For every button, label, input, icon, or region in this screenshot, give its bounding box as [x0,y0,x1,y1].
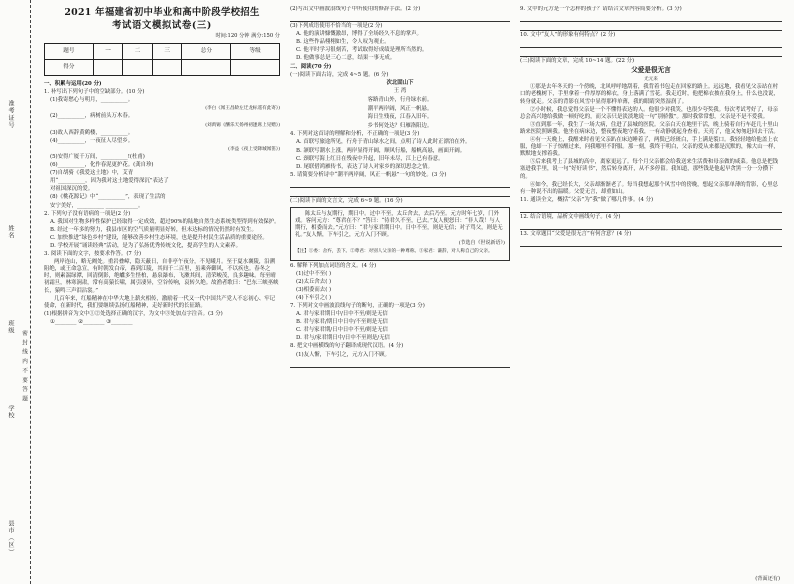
column-1 [44,6,280,576]
q2-option: A. 我国对生物多样性保护已经取得一定成效，超过90%的陆地自然生态系统类型得到有效保护。 [50,218,280,225]
answer-line[interactable] [520,222,782,230]
q3-sub-2: (2)写出文中画波浪线句子中所使用的修辞手法。(2 分) [290,6,421,12]
article-paragraph: ③直到那一年，我生了一场大病，住进了县城的医院。父亲白天在地里干活，晚上骑着自行车赶几十里山路来医院照顾我。他坐在病床边，整夜整夜地守着我，一有动静就起身查看。天亮了，他又匆匆赶回去干活。 [520,121,779,135]
part-1-heading: (一)阅读下面古诗，完成 4~5 题。(6 分) [290,71,389,78]
q3c-option: B. 这些作品栩栩如生，令人叹为观止。 [296,39,390,46]
q1-item: (1)我寄愁心与明月，__________。 [50,97,134,104]
score-header-cell: 三 [152,44,182,60]
exam-title-line1: 2021 年福建省初中毕业和高中阶段学校招生 [64,7,260,18]
q6-item: (4)下车引之( ) [296,294,332,301]
article-paragraph: ②小时候，我总觉得父亲是一个不懂得表达的人。他很少对我笑，也很少夸奖我。每次考试考好了，母亲总会高兴地给我做一顿好吃的，而父亲只是淡淡地说一句“别骄傲”。那时我常常想，父亲是不是不爱我。 [520,106,778,120]
answer-line[interactable] [290,180,510,188]
q1-source: (刘禹锡《酬乐天扬州初逢席上见赠》) [205,122,280,128]
passage-notes: 【注】①委：舍弃，丢下。②尊君：对别人父亲的一种尊称。③家君：谦辞，对人称自己的父亲。 [295,249,493,255]
score-table [44,43,280,76]
q7-option: C. 君与家君期/日中日中不至/则是无信 [296,327,388,334]
q1-item: (5)安得广厦千万间，__________!(杜甫) [50,153,145,160]
q3-sub-1-answer[interactable]: ①________ ②________ ③________ [50,318,133,325]
exam-meta: 时间:120 分钟 满分:150 分 [215,33,280,39]
question-10: 10. 文中“友人”的形象有何特点？(2 分) [520,32,616,39]
sidebar-label-class: 班级 [7,320,14,335]
passage-source: (节选自《世说新语》) [458,240,505,247]
question-1: 1. 补写出下列句子中的空缺部分。(10 分) [44,89,145,96]
column-3 [520,6,782,572]
binding-sidebar [0,0,40,584]
question-6: 6. 解释下列加点词语的含义。(4 分) [290,262,377,269]
q3c-option: C. 他平时学习很刻苦，考试取得好成绩是理所当然的。 [296,47,428,54]
q4-option: B. 颔联写潮水上涨，两岸显得开阔，顺风行船，船帆高悬，画面开阔。 [296,147,466,154]
q6-item: (3)相委而去( ) [296,286,332,293]
q1-item: (8)《桃花源记》中“__________”，表现了生活的 [50,194,166,201]
poem-line: 客路青山外，行舟绿水前。 [367,96,433,103]
score-header-cell: 二 [123,44,153,60]
answer-line[interactable] [520,14,782,22]
q1-item: (6)__________，化作春泥更护花。(龚自珍) [50,162,154,169]
score-header-cell: 等级 [231,44,280,60]
score-cell[interactable] [182,60,231,76]
q1-source: (李白《闻王昌龄左迁龙标遥有此寄》) [205,106,280,112]
q3-sub-1: (1)根据拼音为文中①②处选择正确的汉字，为文中③处加点字注音。(3 分) [44,310,223,317]
q3-sub-3: (3)下列成语使用不恰当的一项是(2 分) [290,23,383,30]
article-paragraph: ⑥如今，我已经长大，父亲却渐渐老了。每当我想起那个风雪中的傍晚，想起父亲那单薄的背影，心里总有一种说不出的温暖。父爱无言，却重如山。 [520,181,778,195]
q1-item: (2)__________，病树前头万木春。 [50,113,134,120]
q6-item: (1)过中不至( ) [296,270,332,277]
score-cell[interactable] [123,60,153,76]
article-author: 尤元来 [644,77,658,83]
q1-item: 用“__________，因为我对这土地爱得深沉”表达了 [50,178,169,185]
answer-line[interactable] [290,14,510,22]
answer-line[interactable] [290,189,510,197]
q7-option: A. 君与家君期日中/日中不至/则是无信 [296,311,388,318]
question-7: 7. 下列对文中画波浪线句子的断句，正确的一项是(3 分) [290,303,425,309]
article-paragraph: ①那是去年冬天的一个傍晚，北风呼呼地刮着，我背着书包走在回家的路上。远远地，我看见父亲站在村口的老槐树下，手里拿着一件厚厚的棉衣，身上落满了雪花。我走近时，他把棉衣披在我身上，什么也没说，转身就走。父亲的背影在风雪中显得那样单薄，我的眼睛突然湿润了。 [520,84,779,105]
poem-author: 王 湾 [393,88,407,95]
q1-item: 安宁美好，__________ ____________。 [50,202,144,209]
question-11: 11. 通读全文，概括“父亲”为“我”做了哪几件事。(4 分) [520,196,654,203]
question-9: 9. 文中的元方是一个怎样的孩子？请结合文章内容简要分析。(3 分) [520,6,682,12]
q3-passage: 两岸连山，略无阙处。重岩叠嶂，隐天蔽日，自非亭午夜分，不见曦月。至于夏水襄陵，沿溯阻绝，或王命急宣，有时朝发白帝，暮到江陵，其间千二百里，虽乘奔御风，不以疾也。春冬之时，则素湍绿潭，回清倒影，绝巘多生怪柏，悬泉瀑布，飞漱其间，清荣峻茂，良多趣味。每至晴初霜旦，林寒涧肃，常有高猿长啸，属引凄异，空谷传响，哀转久绝。故渔者歌曰：“巴东三峡巫峡长，猿鸣三声泪沾裳。” [44,259,279,294]
poem-line: 潮平两岸阔，风正一帆悬。 [367,105,433,112]
answer-line[interactable] [520,23,782,31]
q3c-option: A. 他的演讲慷慨激昂，博得了全场经久不息的掌声。 [296,31,422,38]
sidebar-label-exam-number: 准考证号 [7,100,14,129]
q3c-option: D. 他做事总是三心二意，结果一事无成。 [296,55,396,62]
score-header-cell: 总分 [182,44,231,60]
classical-passage-box [290,207,510,261]
answer-line[interactable] [520,40,782,48]
poem-title: 次北固山下 [386,79,414,86]
question-2: 2. 下列句子没有语病的一项是(2 分) [44,210,131,217]
q2-option: B. 经过一年多的努力，我县市区的空气质量明显好转，但未达标的情况仍然时有发生。 [50,226,257,233]
question-8: 8. 把文中画横线的句子翻译成现代汉语。(4 分) [290,343,404,350]
section-1-heading: 一、积累与运用(20 分) [44,81,102,88]
q1-item: 对祖国深沉的爱。 [50,186,94,193]
column-2 [290,6,510,576]
answer-line[interactable] [520,49,782,57]
q4-option: D. 尾联借鸿雁传书，表达了诗人对家乡的深切思念之情。 [296,163,433,170]
poem-line: 乡书何处达？归雁洛阳边。 [367,122,433,129]
q6-item: (2)太丘舍去( ) [296,278,332,285]
q1-item: (3)故人西辞黄鹤楼，__________。 [50,129,134,136]
question-12: 12. 结合语境，品析文中画线句子。(4 分) [520,213,621,220]
score-cell[interactable] [231,60,280,76]
seal-dashed-line [30,0,31,584]
answer-line[interactable] [520,205,782,213]
q1-item: (4)__________，一夜征人尽望乡。 [50,137,134,144]
sidebar-label-county: 县市（区） [7,520,14,556]
question-5: 5. 请简要分析诗中“潮平两岸阔，风正一帆悬”一句的妙处。(3 分) [290,171,447,178]
q3-passage-2: 几百年来，红船精神在中华大地上薪火相传，激励着一代又一代中国共产党人不忘初心、牢记使命，在新时代，我们要继续弘扬红船精神，走好新时代的长征路。 [44,295,276,309]
part-3-heading: (三)阅读下面的文章，完成 10~14 题。(22 分) [520,58,635,65]
score-cell[interactable] [152,60,182,76]
q2-option: D. 学校开展“诵读经典”活动，是为了弘扬优秀传统文化，提高学生的人文素养。 [50,242,241,249]
score-cell[interactable] [93,60,123,76]
question-3: 3. 阅读下面的文字，按要求作答。(7 分) [44,251,142,258]
q7-option: D. 君与/家君期日中/日中不至则是/无信 [296,335,390,342]
poem-block [290,80,510,131]
article-paragraph: ⑤后来我考上了县城的高中，离家更远了。每个月父亲都会给我送来生活费和母亲做的咸菜。他总是把钱塞进我手里，说一句“好好读书”，然后转身离开，从不多停留。我知道，那些钱是他起早贪黑一分一分攒下的。 [520,159,778,180]
question-4: 4. 下列对这首诗的理解和分析，不正确的一项是(3 分) [290,131,420,138]
article-paragraph: ④有一天晚上，我醒来时看见父亲趴在床边睡着了，两鬓已经斑白，手上满是裂口。我轻轻地给他盖上衣服，他却一下子惊醒过来，问我哪里不舒服。那一刻，我终于明白，父亲的爱从来都是沉默的，像大山一样，默默地支撑着我。 [520,137,779,158]
sidebar-label-school: 学校 [7,405,14,420]
question-13: 13. 文章题目“父爱是很无言”有何含意？(4 分) [520,230,632,237]
q2-option: C. 加快推进“绿色乡村”建设，能够改善乡村生态环境，也是提升村民生活品质的重要途径。 [50,234,268,241]
score-row-label: 得分 [45,60,94,76]
page-footer-note: (背面还有) [755,576,780,582]
answer-line[interactable] [290,360,510,368]
q7-option: B. 君与家君/期日中日中/不至则是无信 [296,319,388,326]
exam-title-line2: 考试语文模拟试卷(三) [112,20,212,31]
part-2-heading: (二)阅读下面的文言文，完成 6~9 题。(16 分) [290,197,403,204]
q8-sub: (1)友人惭，下车引之，元方入门不顾。 [296,351,390,358]
classical-passage: 陈太丘与友期行，期日中。过中不至，太丘舍去，去后乃至。元方时年七岁，门外戏。客问元方：“尊君在不？”答曰：“待君久不至，已去。”友人便怒曰：“非人哉！与人期行，相委而去。”元方曰：“君与家君期日中。日中不至，则是无信；对子骂父，则是无礼。”友人惭，下车引之，元方入门不顾。 [295,210,503,239]
score-header-cell: 一 [93,44,123,60]
answer-line[interactable] [520,239,782,247]
sidebar-label-name: 姓名 [7,225,14,240]
article-title: 父爱是很无言 [631,66,671,75]
poem-line: 海日生残夜，江春入旧年。 [367,114,433,121]
q1-item: (7)自胡骑《我爱这土地》中，艾青 [50,170,134,177]
q4-option: A. 首联写旅途所见，行舟于青山绿水之间，点明了诗人此时正漂泊在外。 [296,139,471,146]
score-header-cell: 题号 [45,44,94,60]
q1-source: (李益《夜上受降城闻笛》) [228,146,280,152]
section-2-heading: 二、阅读(70 分) [290,63,332,70]
seal-line-notice: 密 封 线 内 不 要 答 题 [21,330,27,403]
q4-option: C. 颈联写海上红日在残夜中升起，旧年未尽，江上已有春意。 [296,155,444,162]
